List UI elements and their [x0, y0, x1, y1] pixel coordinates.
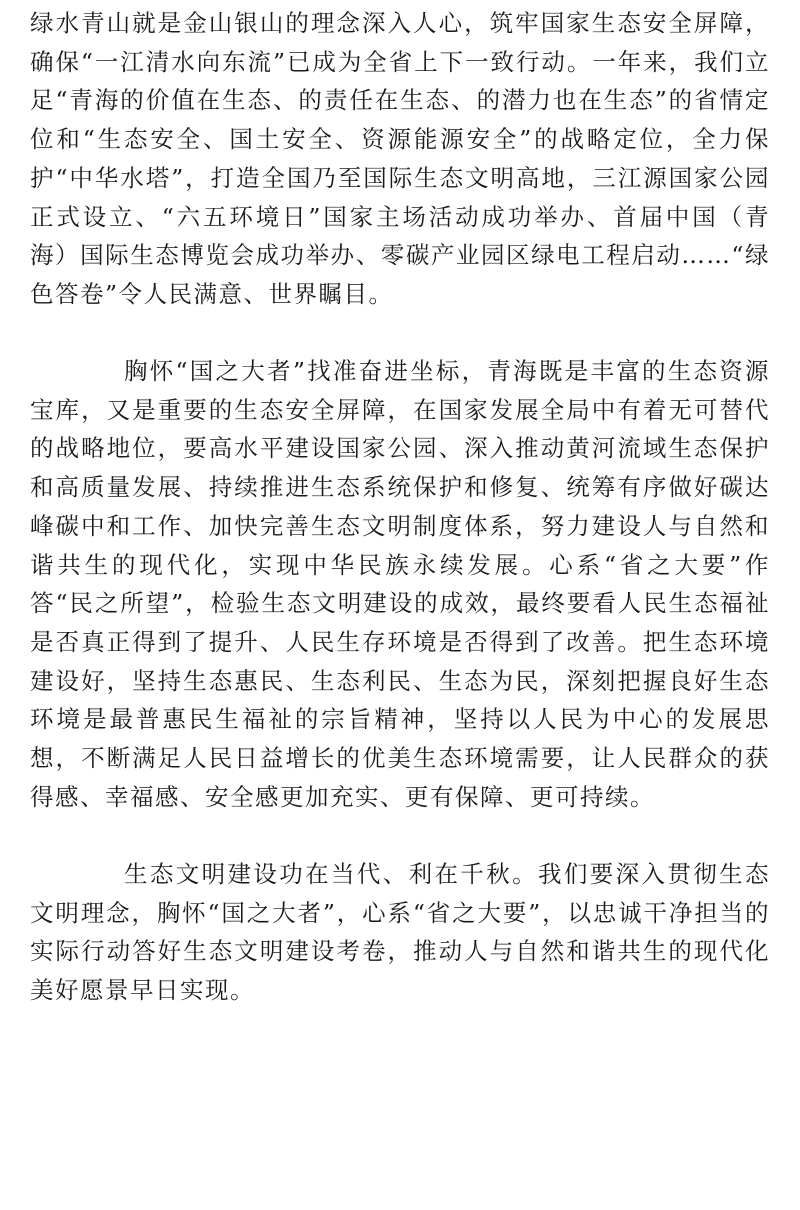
paragraph-conclusion: 生态文明建设功在当代、利在千秋。我们要深入贯彻生态文明理念，胸怀“国之大者”，心系“省之大要”，以忠诚干净担当的实际行动答好生态文明建设考卷，推动人与自然和谐共生的现代化美好愿景早日实现。: [30, 860, 770, 1005]
paragraph-national-priority: 胸怀“国之大者”找准奋进坐标，青海既是丰富的生态资源宝库，又是重要的生态安全屏障，在国家发展全局中有着无可替代的战略地位，要高水平建设国家公园、深入推动黄河流域生态保护和高质量发展、持续推进生态系统保护和修复、统筹有序做好碳达峰碳中和工作、加快完善生态文明制度体系，努力建设人与自然和谐共生的现代化，实现中华民族永续发展。心系“省之大要”作答“民之所望”，检验生态文明建设的成效，最终要看人民生态福祉是否真正得到了提升、人民生存环境是否得到了改善。把生态环境建设好，坚持生态惠民、生态利民、生态为民，深刻把握良好生态环境是最普惠民生福祉的宗旨精神，坚持以人民为中心的发展思想，不断满足人民日益增长的优美生态环境需要，让人民群众的获得感、幸福感、安全感更加充实、更有保障、更可持续。: [30, 357, 770, 811]
paragraph-ecology-achievements: 绿水青山就是金山银山的理念深入人心，筑牢国家生态安全屏障，确保“一江清水向东流”已成为全省上下一致行动。一年来，我们立足“青海的价值在生态、的责任在生态、的潜力也在生态”的省情定位和“生态安全、国土安全、资源能源安全”的战略定位，全力保护“中华水塔”，打造全国乃至国际生态文明高地，三江源国家公园正式设立、“六五环境日”国家主场活动成功举办、首届中国（青海）国际生态博览会成功举办、零碳产业园区绿电工程启动……“绿色答卷”令人民满意、世界瞩目。: [30, 9, 770, 308]
